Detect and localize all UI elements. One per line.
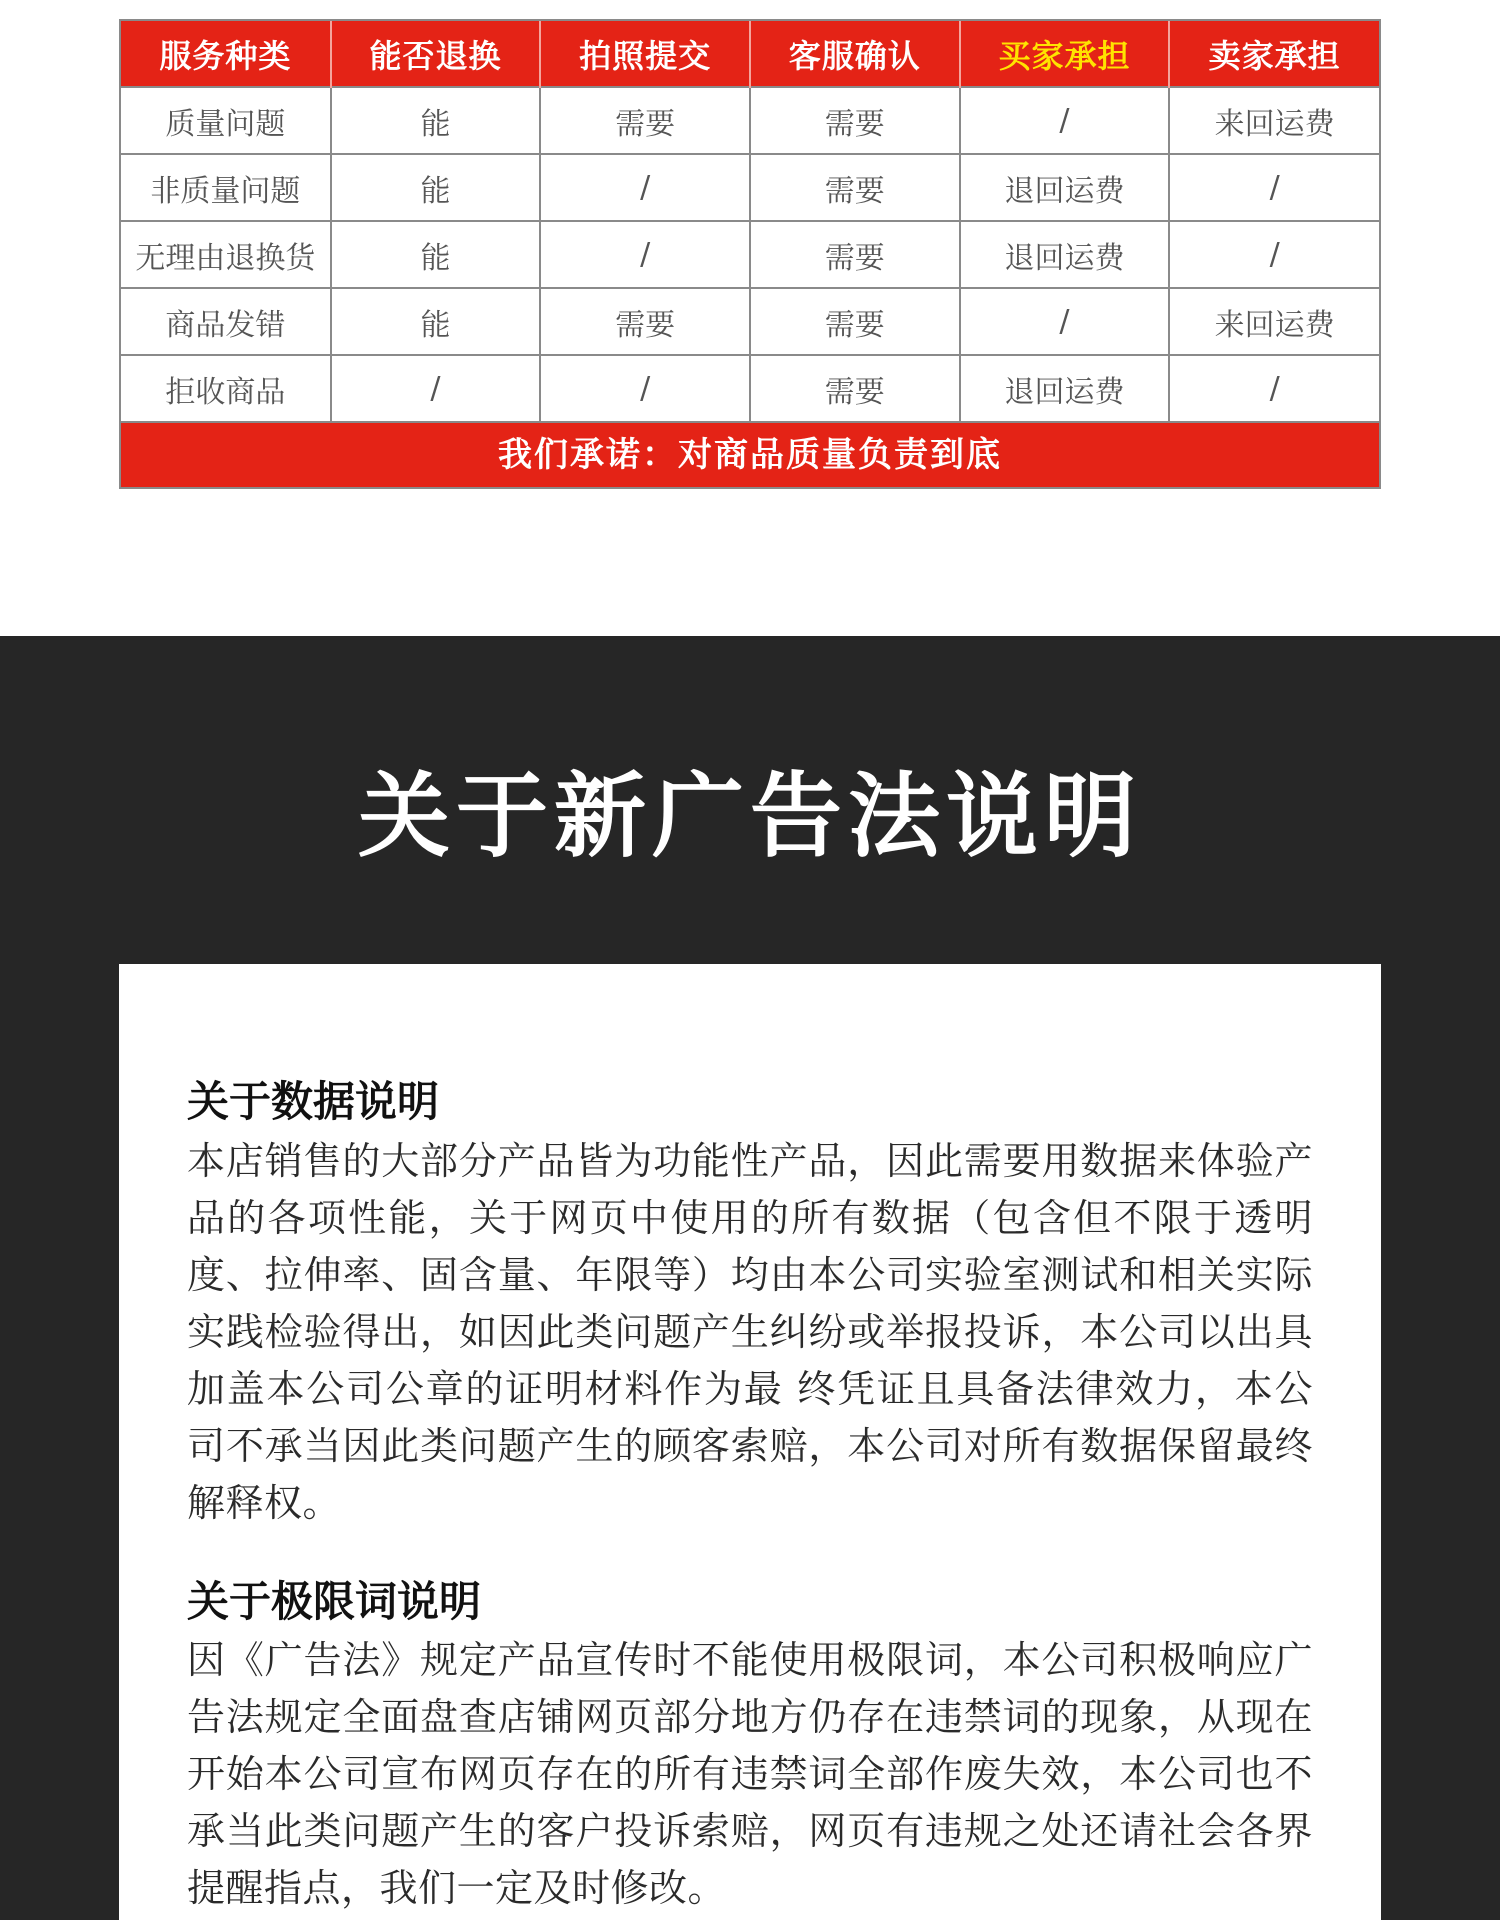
cell-seller-pays: /	[1169, 154, 1379, 221]
cell-photo-submit: 需要	[540, 288, 750, 355]
cell-cs-confirm: 需要	[750, 87, 960, 154]
cell-buyer-pays: 退回运费	[960, 355, 1170, 421]
cell-photo-submit: /	[540, 221, 750, 288]
cell-can-return: 能	[331, 288, 541, 355]
data-statement-heading: 关于数据说明	[187, 1077, 440, 1126]
header-seller-pays: 卖家承担	[1169, 21, 1379, 87]
table-row	[121, 87, 1379, 154]
cell-cs-confirm: 需要	[750, 288, 960, 355]
cell-photo-submit: 需要	[540, 87, 750, 154]
cell-photo-submit: /	[540, 154, 750, 221]
cell-can-return: 能	[331, 154, 541, 221]
cell-can-return: 能	[331, 221, 541, 288]
cell-cs-confirm: 需要	[750, 221, 960, 288]
cell-cs-confirm: 需要	[750, 355, 960, 421]
quality-promise-banner: 我们承诺：对商品质量负责到底	[121, 421, 1379, 487]
cell-seller-pays: 来回运费	[1169, 288, 1379, 355]
table-header-row	[121, 21, 1379, 87]
superlative-words-heading: 关于极限词说明	[187, 1576, 482, 1626]
cell-can-return: /	[331, 355, 541, 421]
cell-seller-pays: /	[1169, 221, 1379, 288]
header-cs-confirm: 客服确认	[750, 21, 960, 87]
cell-buyer-pays: 退回运费	[960, 221, 1170, 288]
policy-grid	[121, 21, 1379, 421]
header-buyer-pays: 买家承担	[960, 21, 1170, 87]
cell-buyer-pays: 退回运费	[960, 154, 1170, 221]
cell-seller-pays: /	[1169, 355, 1379, 421]
superlative-words-body: 因《广告法》规定产品宣传时不能使用极限词，本公司积极响应广告法规定全面盘查店铺网页部分地方仍存在违禁词的现象，从现在开始本公司宣布网页存在的所有违禁词全部作废失效，本公司也不承当此类问题产生的客户投诉索赔，网页有违规之处还请社会各界提醒指点，我们一定及时修改。	[187, 1638, 1313, 1910]
cell-can-return: 能	[331, 87, 541, 154]
ad-law-title: 关于新广告法说明	[357, 763, 1142, 870]
cell-service-type: 非质量问题	[121, 154, 331, 221]
notice-card	[119, 964, 1381, 1920]
data-statement-section	[187, 964, 1313, 1532]
cell-buyer-pays: /	[960, 87, 1170, 154]
table-row	[121, 288, 1379, 355]
header-service-type: 服务种类	[121, 21, 331, 87]
table-row	[121, 355, 1379, 421]
cell-cs-confirm: 需要	[750, 154, 960, 221]
cell-service-type: 无理由退换货	[121, 221, 331, 288]
cell-service-type: 商品发错	[121, 288, 331, 355]
data-statement-body: 本店销售的大部分产品皆为功能性产品，因此需要用数据来体验产品的各项性能，关于网页中使用的所有数据（包含但不限于透明度、拉伸率、固含量、年限等）均由本公司实验室测试和相关实际实践检验得出，如因此类问题产生纠纷或举报投诉，本公司以出具加盖本公司公章的证明材料作为最 终凭证且具备法律效力，本公司不承当因此类问题产生的顾客索赔，本公司对所有数据保留最终解释权。	[187, 1138, 1313, 1525]
header-can-return: 能否退换	[331, 21, 541, 87]
ad-law-section	[0, 636, 1500, 1920]
service-policy-table	[119, 19, 1381, 489]
superlative-words-section	[187, 1532, 1313, 1918]
cell-service-type: 拒收商品	[121, 355, 331, 421]
cell-service-type: 质量问题	[121, 87, 331, 154]
cell-buyer-pays: /	[960, 288, 1170, 355]
header-photo-submit: 拍照提交	[540, 21, 750, 87]
table-row	[121, 221, 1379, 288]
cell-seller-pays: 来回运费	[1169, 87, 1379, 154]
cell-photo-submit: /	[540, 355, 750, 421]
table-row	[121, 154, 1379, 221]
